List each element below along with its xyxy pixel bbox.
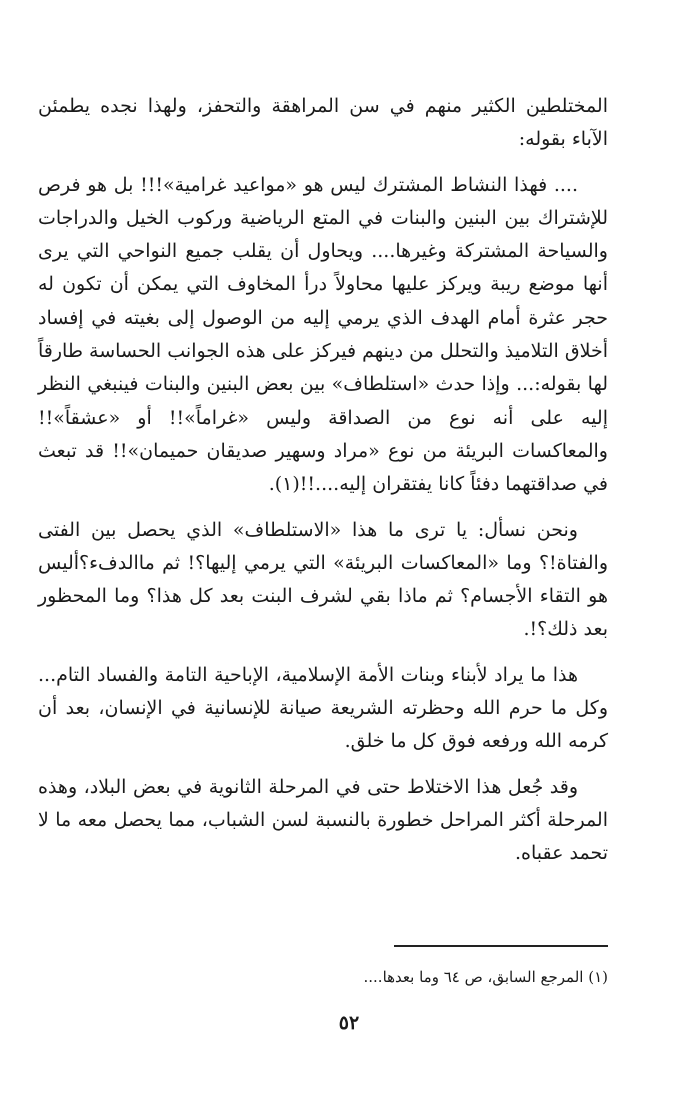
footnote: (١) المرجع السابق، ص ٦٤ وما بعدها.... (363, 968, 608, 986)
body-text (38, 90, 608, 883)
paragraph-1: المختلطين الكثير منهم في سن المراهقة والتحفز، ولهذا نجده يطمئن الآباء بقوله: (38, 95, 608, 151)
paragraph-4: هذا ما يراد لأبناء وبنات الأمة الإسلامية، الإباحية التامة والفساد التام... وكل ما حرم الله وحظرته الشريعة صيانة للإنسانية في الإنسان، بعد أن كرمه الله ورفعه فوق كل ما خلق. (38, 663, 608, 753)
paragraph-5: وقد جُعل هذا الاختلاط حتى في المرحلة الثانوية في بعض البلاد، وهذه المرحلة أكثر المراحل خطورة بالنسبة لسن الشباب، مما يحصل معه ما لا تحمد عقباه. (38, 775, 608, 865)
footnote-divider (394, 945, 608, 947)
page-number: ٥٢ (338, 1012, 360, 1034)
paragraph-2-quote: .... فهذا النشاط المشترك ليس هو «مواعيد غرامية»!!! بل هو فرص للإشتراك بين البنين والبنات في المتع الرياضية وركوب الخيل والدراجات والسياحة المشتركة وغيرها.... ويحاول أن يقلب جميع النواحي التي يرى أنها موضع ريبة ويركز عليها محاولاً درأ المخاوف التي يمكن أن تكون له حجر عثرة أمام الهدف الذي يرمي إليه من الوصول إلى بغيته في إفساد أخلاق التلاميذ والتحلل من دينهم فيركز على هذه الجوانب الحساسة طارقاً لها بقوله:... وإذا حدث «استلطاف» بين بعض البنين والبنات فينبغي النظر إليه على أنه نوع من الصداقة وليس «غراماً»!! أو «عشقاً»!! والمعاكسات البريئة من نوع «مراد وسهير صديقان حميمان»!! قد تبعث في صداقتهما دفئاً كانا يفتقران إليه....!!(١). (38, 173, 608, 496)
paragraph-3: ونحن نسأل: يا ترى ما هذا «الاستلطاف» الذي يحصل بين الفتى والفتاة!؟ وما «المعاكسات البريئة» التي يرمي إليها؟! ثم ماالدفء؟أليس هو التقاء الأجسام؟ ثم ماذا بقي لشرف البنت بعد كل هذا؟ وما المحظور بعد ذلك؟!. (38, 518, 608, 641)
